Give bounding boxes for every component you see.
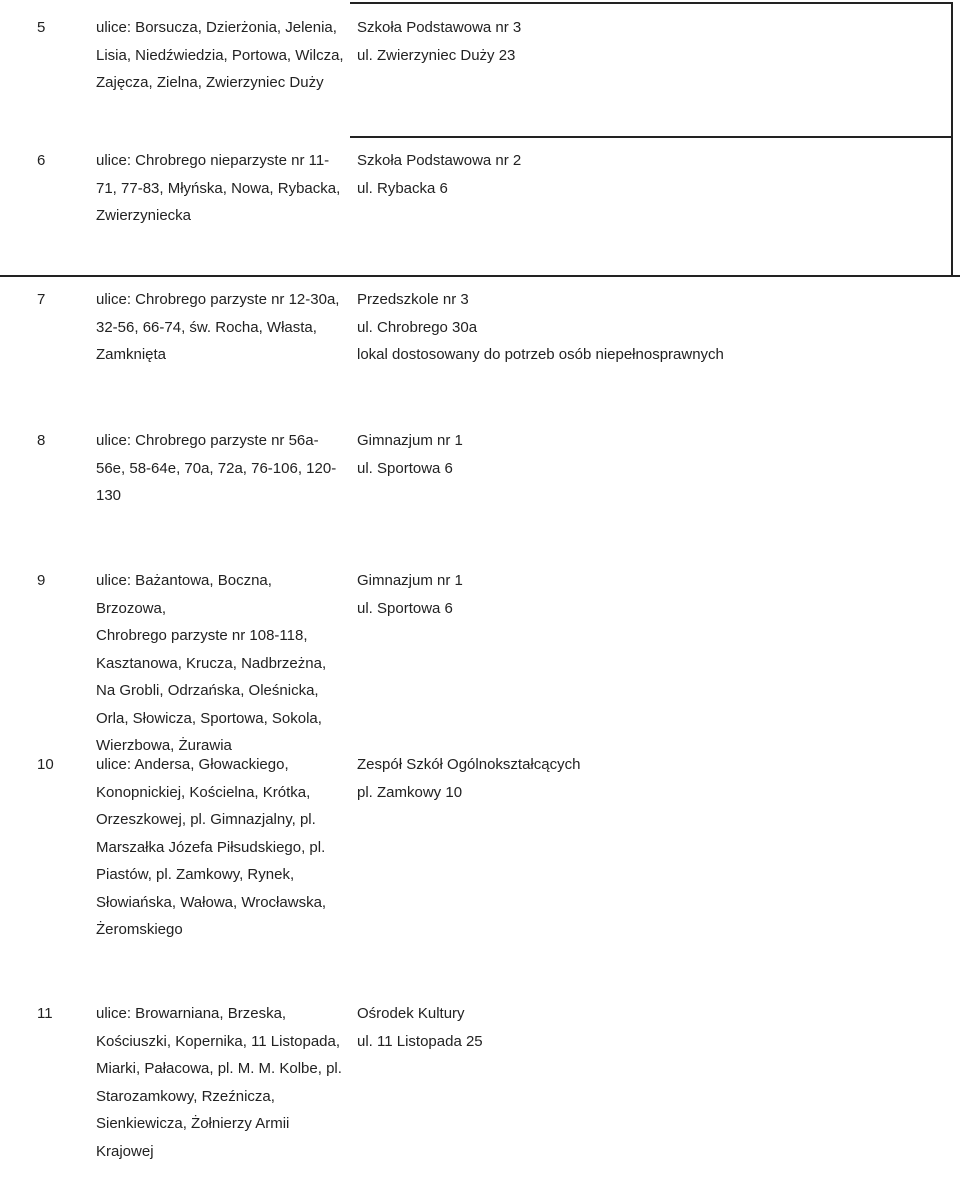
row-streets: ulice: Borsucza, Dzierżonia, Jelenia, Lisia, Niedźwiedzia, Portowa, Wilcza, Zajęcza, Zielna, Zwierzyniec Duży xyxy=(96,19,344,91)
row-number: 6 xyxy=(37,152,46,169)
row-streets: ulice: Browarniana, Brzeska, Kościuszki, Kopernika, 11 Listopada, Miarki, Pałacowa, pl. M. M. Kolbe, pl. Starozamkowy, Rzeźnicza, Sienkiewicza, Żołnierzy Armii Krajowej xyxy=(96,1005,342,1160)
row-number: 7 xyxy=(37,291,46,308)
row-polling-place: Szkoła Podstawowa nr 3 ul. Zwierzyniec Duży 23 xyxy=(357,19,522,64)
row-polling-place: Zespół Szkół Ogólnokształcących pl. Zamkowy 10 xyxy=(357,756,581,801)
row-polling-place: Szkoła Podstawowa nr 2 ul. Rybacka 6 xyxy=(357,152,522,197)
row-streets: ulice: Chrobrego parzyste nr 56a- 56e, 58-64e, 70a, 72a, 76-106, 120- 130 xyxy=(96,432,337,504)
row-polling-place: Gimnazjum nr 1 ul. Sportowa 6 xyxy=(357,432,463,477)
table-border-top xyxy=(350,2,953,4)
row-number: 10 xyxy=(37,756,54,773)
row-streets: ulice: Chrobrego parzyste nr 12-30a, 32-56, 66-74, św. Rocha, Własta, Zamknięta xyxy=(96,291,340,363)
row-number: 11 xyxy=(37,1005,53,1022)
row-polling-place: Gimnazjum nr 1 ul. Sportowa 6 xyxy=(357,572,463,617)
table-row-divider xyxy=(350,136,953,138)
row-polling-place: Przedszkole nr 3 ul. Chrobrego 30a lokal dostosowany do potrzeb osób niepełnosprawnych xyxy=(357,291,724,363)
table-row-divider xyxy=(0,275,960,277)
row-streets: ulice: Bażantowa, Boczna, Brzozowa, Chrobrego parzyste nr 108-118, Kasztanowa, Krucza, Nadbrzeżna, Na Grobli, Odrzańska, Oleśnicka, Orla, Słowicza, Sportowa, Sokola, Wierzbowa, Żurawia xyxy=(96,572,327,754)
row-number: 8 xyxy=(37,432,46,449)
row-streets: ulice: Andersa, Głowackiego, Konopnickiej, Kościelna, Krótka, Orzeszkowej, pl. Gimnazjalny, pl. Marszałka Józefa Piłsudskiego, pl. Piastów, pl. Zamkowy, Rynek, Słowiańska, Wałowa, Wrocławska, Żeromskiego xyxy=(96,756,327,938)
row-polling-place: Ośrodek Kultury ul. 11 Listopada 25 xyxy=(357,1005,483,1050)
row-streets: ulice: Chrobrego nieparzyste nr 11- 71, 77-83, Młyńska, Nowa, Rybacka, Zwierzyniecka xyxy=(96,152,341,224)
row-number: 5 xyxy=(37,19,46,36)
row-number: 9 xyxy=(37,572,46,589)
